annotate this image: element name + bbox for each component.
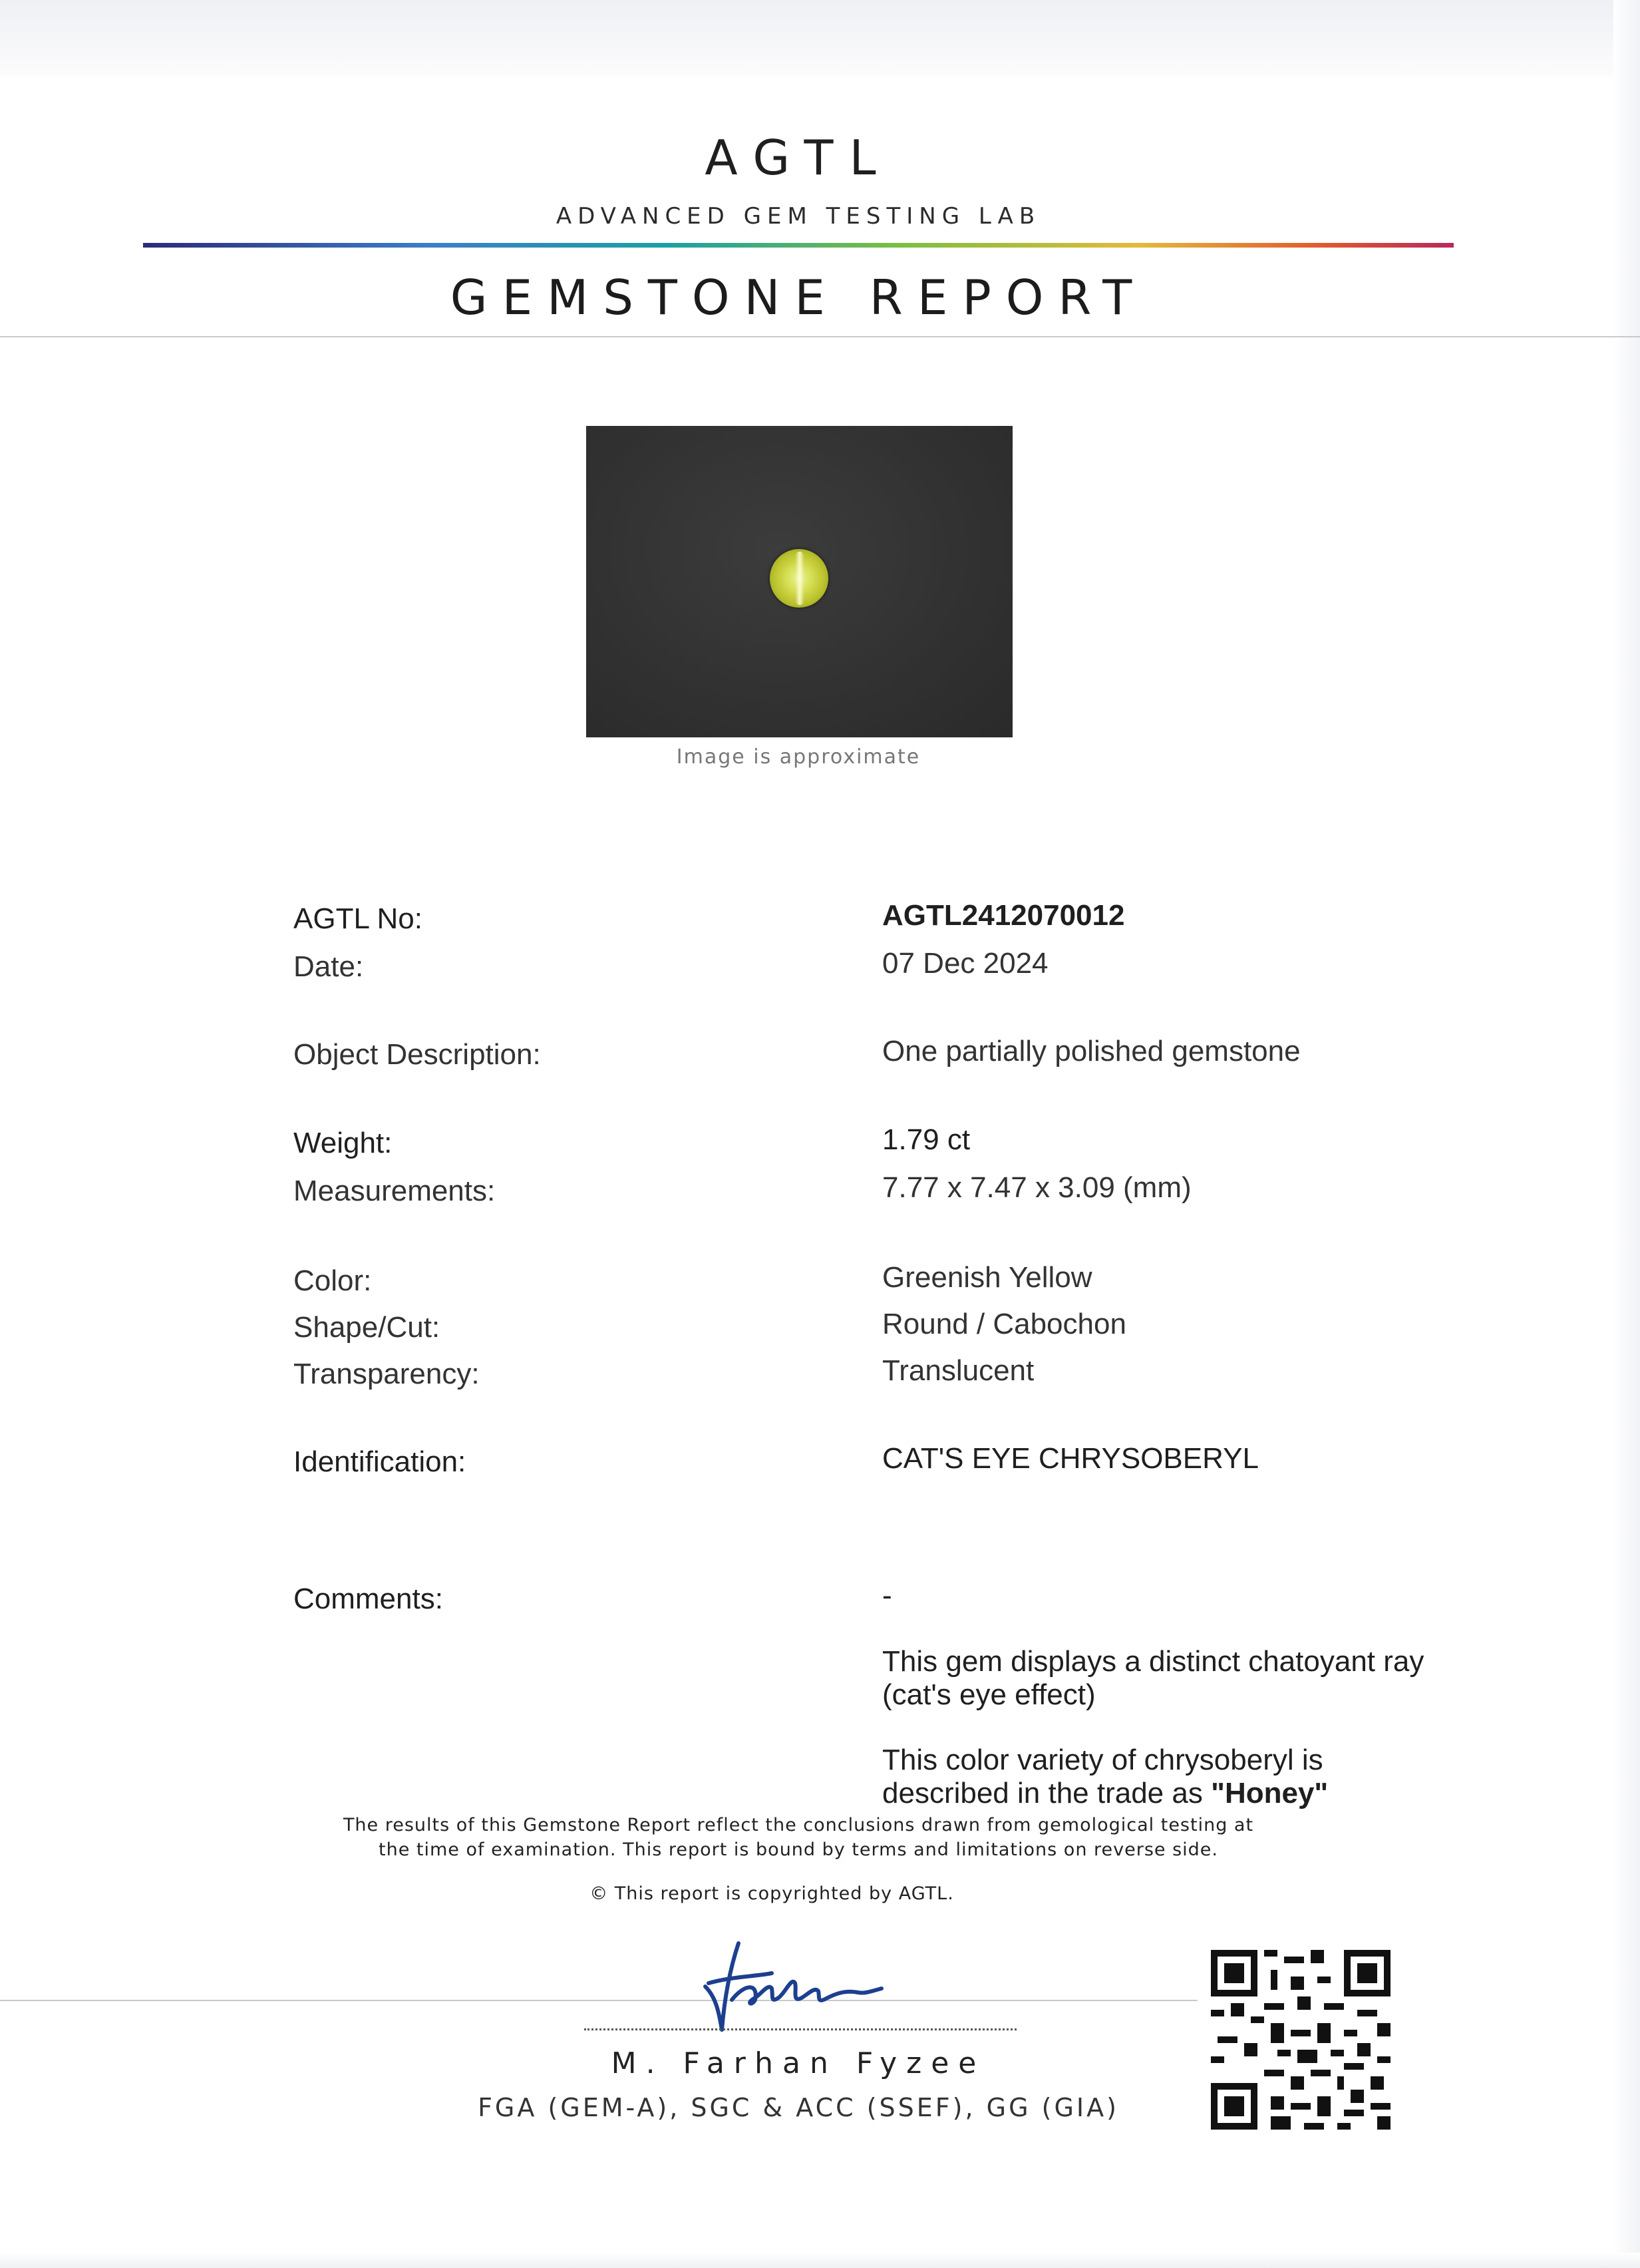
comment-chatoyancy-line-2: (cat's eye effect)	[882, 1678, 1096, 1711]
gemstone-photo	[586, 426, 1013, 737]
weight-label: Weight:	[293, 1127, 393, 1159]
report-title: GEMSTONE REPORT	[450, 270, 1147, 325]
identification-label: Identification:	[293, 1445, 466, 1478]
fold-line-bottom	[0, 2000, 1198, 2001]
spectrum-divider	[143, 243, 1454, 248]
bottom-scan-edge	[0, 2253, 1640, 2268]
scan-right-edge	[1613, 0, 1640, 2268]
color-value: Greenish Yellow	[882, 1261, 1092, 1294]
comment-trade-name-prefix: described in the trade as	[882, 1777, 1212, 1809]
copyright-notice: © This report is copyrighted by AGTL.	[589, 1883, 954, 1904]
date-value: 07 Dec 2024	[882, 947, 1049, 980]
qr-code-icon[interactable]	[1211, 1950, 1391, 2130]
comment-chatoyancy	[882, 1645, 1481, 1712]
comment-trade-name-line-2	[882, 1777, 1481, 1810]
agtl-no-value: AGTL2412070012	[882, 899, 1125, 932]
identification-value: CAT'S EYE CHRYSOBERYL	[882, 1442, 1259, 1475]
signature-icon	[692, 1937, 892, 2036]
lab-name: ADVANCED GEM TESTING LAB	[556, 203, 1041, 230]
cabochon-gem	[770, 549, 828, 608]
measurements-value: 7.77 x 7.47 x 3.09 (mm)	[882, 1171, 1192, 1204]
scan-top-shadow	[0, 0, 1640, 80]
comments-dash: -	[882, 1579, 892, 1612]
disclaimer-line-1: The results of this Gemstone Report reflect the conclusions drawn from gemological testing at	[343, 1815, 1254, 1835]
disclaimer-line-2: the time of examination. This report is bound by terms and limitations on reverse side.	[379, 1839, 1218, 1860]
measurements-label: Measurements:	[293, 1175, 496, 1207]
color-label: Color:	[293, 1264, 372, 1297]
comment-trade-name-line-1: This color variety of chrysoberyl is	[882, 1744, 1323, 1776]
chatoyant-ray	[795, 552, 804, 605]
photo-caption: Image is approximate	[676, 745, 921, 769]
transparency-label: Transparency:	[293, 1358, 480, 1390]
transparency-value: Translucent	[882, 1354, 1035, 1387]
trade-name-honey: "Honey"	[1211, 1777, 1329, 1809]
shape-cut-value: Round / Cabochon	[882, 1308, 1126, 1340]
comments-label: Comments:	[293, 1583, 443, 1615]
signature-line	[584, 2028, 1017, 2030]
signer-name: M. Farhan Fyzee	[611, 2046, 986, 2080]
date-label: Date:	[293, 950, 364, 983]
comment-chatoyancy-line-1: This gem displays a distinct chatoyant ray	[882, 1645, 1424, 1678]
shape-cut-label: Shape/Cut:	[293, 1311, 440, 1344]
agtl-no-label: AGTL No:	[293, 902, 422, 935]
report-header	[0, 130, 1597, 230]
lab-logo: AGTL	[705, 130, 892, 186]
comment-trade-name	[882, 1744, 1481, 1810]
object-description-value: One partially polished gemstone	[882, 1035, 1301, 1067]
object-description-label: Object Description:	[293, 1038, 541, 1071]
weight-value: 1.79 ct	[882, 1123, 971, 1156]
disclaimer	[0, 1813, 1597, 1862]
signer-credentials: FGA (GEM-A), SGC & ACC (SSEF), GG (GIA)	[478, 2093, 1119, 2122]
fold-line-top	[0, 336, 1640, 337]
